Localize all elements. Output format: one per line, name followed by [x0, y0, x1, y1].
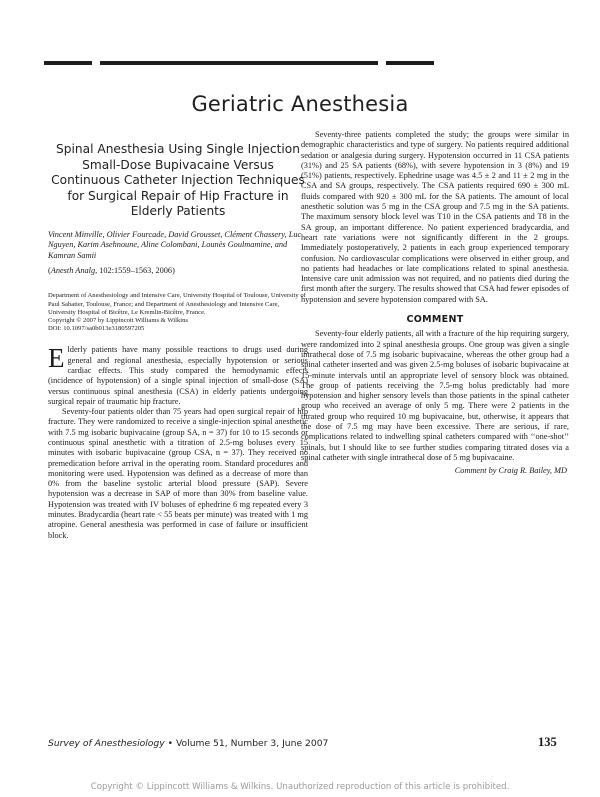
comment-signature: Comment by Craig R. Bailey, MD [454, 466, 567, 476]
affiliation-text: Department of Anesthesiology and Intensive Care, University Hospital of Toulouse, University of Paul Sabatier, Toulouse, France; and Department of Anesthesiology and Intensive Care, University Hospital of Bicêtre, Le Kremlin-Bicêtre, France. [48, 292, 306, 316]
author-list: Vincent Minville, Olivier Fourcade, David Grousset, Clément Chassery, Luc Nguyen, Karim Asehnoune, Aline Colombani, Lounès Goulmamine, and Kamran Samii [48, 229, 302, 260]
abstract-paragraph-1 [48, 345, 308, 407]
page-number: 135 [538, 735, 557, 749]
article-title: Spinal Anesthesia Using Single Injection Small-Dose Bupivacaine Versus Continuous Catheter Injection Techniques for Surgical Repair of Hip Fracture in Elderly Patients [51, 142, 305, 218]
citation-details: 102:1559–1563, 2006) [97, 266, 175, 275]
citation-journal: Anesth Analg, [50, 266, 98, 275]
section-title: Geriatric Anesthesia [191, 92, 409, 116]
doi-line: DOI: 10.1097/sa0b013e3180597205 [48, 325, 145, 333]
issue-info: • Volume 51, Number 3, June 2007 [164, 738, 329, 749]
journal-name: Survey of Anesthesiology [48, 738, 165, 749]
left-column [48, 130, 308, 541]
copyright-notice: Copyright © Lippincott Williams & Wilkins. Unauthorized reproduction of this article is prohibited. [90, 782, 510, 792]
right-column [301, 130, 569, 477]
drop-cap: E [48, 343, 65, 374]
header-rule-main [100, 61, 378, 65]
results-paragraph: Seventy-three patients completed the study; the groups were similar in demographic characteristics and type of surgery. No patients required additional sedation or analgesia during surgery. Hypotension occurred in 11 CSA patients (31%) and 25 SA patients (68%), with severe hypotension in 3 (8%) and 19 (51%) patients, respectively. Ephedrine usage was 4.5 ± 2 and 11 ± 2 mg in the CSA and SA groups, respectively. The CSA patients required 690 ± 300 mL fluids compared with 920 ± 300 mL for the SA patients. The amount of local anesthetic solution was 5 mg in the CSA group and 7.5 mg in the SA patients. The maximum sensory block level was T10 in the CSA patients and T8 in the SA group, an important difference. No patient experienced bradycardia, and heart rate variations were not significantly different in the 2 groups. Immediately postoperatively, 2 patients in each group experienced temporary confusion. No cardiovascular complications were observed in either group, and no patients had headaches or late complications related to spinal anesthesia. Intensive care unit admission was not required, and no patients died during the first month after the surgery. The results showed that CSA had fewer episodes of hypotension and severe hypotension compared with SA. [301, 130, 569, 304]
abstract-paragraph-1-text: lderly patients have many possible reactions to drugs used during general and regional anesthesia, especially hypotension or serious cardiac effects. This study compared the hemodynamic effects (incidence of hypotension) of a single spinal injection of small-dose (SA) versus continuous spinal anesthesia (CSA) in elderly patients undergoing surgical repair of traumatic hip fracture. [48, 345, 308, 406]
comment-text: Seventy-four elderly patients, all with a fracture of the hip requiring surgery, were randomized into 2 spinal anesthesia groups. One group was given a single intrathecal dose of 7.5 mg isobaric bupivacaine, whereas the other group had a spinal catheter inserted and was given 2.5-mg boluses of isobaric bupivacaine at 15-minute intervals until an appropriate level of sensory block was obtained. The group of patients receiving the 7.5-mg bolus predictably had more hypotension and higher sensory levels than those patients in the spinal catheter group who received an average of only 5 mg. There were 2 patients in the titrated group who required 10 mg bupivacaine, but, otherwise, it appears that the dose of 7.5 mg may have been excessive. There are serious, if rare, complications related to indwelling spinal catheters compared with ‘‘one-shot’’ spinals, but I should like to see further studies comparing titrated doses via a spinal catheter with single intrathecal dose of 5 mg bupivacaine. [301, 329, 569, 462]
comment-heading: COMMENT [406, 314, 464, 326]
abstract-paragraph-2: Seventy-four patients older than 75 years had open surgical repair of hip fracture. They were randomized to receive a single-injection spinal anesthetic with 7.5 mg isobaric bupivacaine (group SA, n = 37) for 10 to 15 seconds or continuous spinal anesthetic with a titration of 2.5-mg boluses every 15 minutes with isobaric bupivacaine (group CSA, n = 37). They received no premedication before arrival in the operating room. Standard procedures and monitoring were used. Hypotension was defined as a decrease of more than 0% from the baseline systolic arterial blood pressure (SAP). Severe hypotension was a decrease in SAP of more than 30% from baseline value. Hypotension was treated with IV boluses of ephedrine 6 mg repeated every 3 minutes. Bradycardia (heart rate < 55 beats per minute) was treated with 1 mg atropine. General anesthesia was performed in case of failure or insufficient block. [48, 407, 308, 540]
header-rule-right [386, 61, 434, 65]
running-footer [48, 738, 328, 749]
header-rule-left [44, 61, 92, 65]
citation: (Anesth Analg, 102:1559–1563, 2006) [48, 266, 175, 275]
affiliations [48, 292, 308, 333]
copyright-line: Copyright © 2007 by Lippincott Williams & Wilkins [48, 316, 188, 324]
